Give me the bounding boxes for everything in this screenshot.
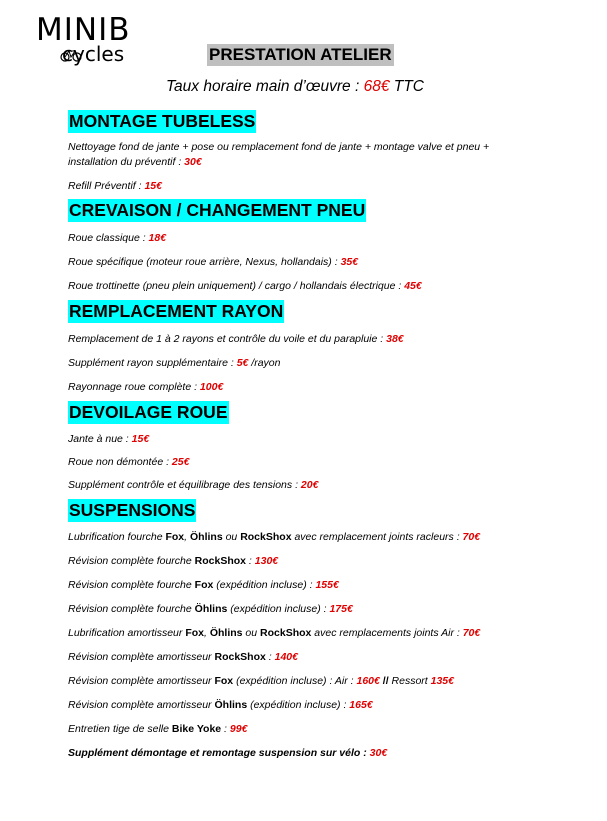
service-label: Lubrification amortisseur bbox=[68, 627, 186, 639]
service-price: 99€ bbox=[229, 723, 248, 735]
brand-name: Öhlins bbox=[194, 603, 228, 615]
service-label: (expédition incluse) : bbox=[247, 699, 350, 711]
separator: , bbox=[203, 627, 210, 639]
service-label: Révision complète fourche bbox=[68, 579, 195, 591]
service-price: 5€ bbox=[236, 357, 249, 369]
section-title-suspensions: SUSPENSIONS bbox=[69, 500, 196, 520]
price-line bbox=[68, 626, 538, 641]
service-price: 175€ bbox=[329, 603, 353, 615]
hourly-rate-value: 68€ bbox=[363, 78, 390, 95]
price-line bbox=[68, 380, 538, 395]
price-line bbox=[68, 650, 538, 665]
service-label: Supplément contrôle et équilibrage des tensions : bbox=[68, 479, 301, 491]
service-label: (expédition incluse) : bbox=[227, 603, 330, 615]
service-label: Révision complète fourche bbox=[68, 603, 195, 615]
price-line bbox=[68, 356, 538, 371]
price-line bbox=[68, 602, 538, 617]
separator: : bbox=[265, 651, 275, 663]
section-title-crevaison: CREVAISON / CHANGEMENT PNEU bbox=[69, 200, 366, 220]
service-label: avec remplacements joints Air : bbox=[311, 627, 463, 639]
price-line bbox=[68, 255, 538, 270]
service-label: Lubrification fourche bbox=[68, 531, 166, 543]
service-label: Rayonnage roue complète : bbox=[68, 381, 200, 393]
service-label: Roue trottinette (pneu plein uniquement) / cargo / hollandais électrique : bbox=[68, 280, 405, 292]
brand-name: RockShox bbox=[194, 555, 247, 567]
logo-wordmark: MINIB bbox=[36, 12, 131, 48]
service-price: 30€ bbox=[369, 747, 388, 759]
separator: ou bbox=[242, 627, 261, 639]
brand-name: Öhlins bbox=[190, 531, 223, 543]
hourly-rate-label: Taux horaire main d’œuvre : bbox=[166, 78, 364, 95]
service-label: Remplacement de 1 à 2 rayons et contrôle du voile et du parapluie : bbox=[68, 333, 387, 345]
service-unit: /rayon bbox=[248, 357, 281, 369]
brand-name: Fox bbox=[194, 579, 214, 591]
service-label: Révision complète amortisseur bbox=[68, 675, 215, 687]
service-label: Supplément démontage et remontage suspension sur vélo : bbox=[68, 747, 370, 759]
brand-name: Bike Yoke bbox=[171, 723, 222, 735]
price-line bbox=[68, 231, 538, 246]
brand-name: Fox bbox=[185, 627, 204, 639]
service-label: avec remplacement joints racleurs : bbox=[291, 531, 463, 543]
service-label: (expédition incluse) : Air : bbox=[233, 675, 357, 687]
separator: : bbox=[221, 723, 230, 735]
service-label: Révision complète amortisseur bbox=[68, 699, 215, 711]
separator: , bbox=[184, 531, 190, 543]
separator: // bbox=[379, 675, 392, 687]
price-line bbox=[68, 578, 538, 593]
service-label: Refill Préventif : bbox=[68, 180, 145, 192]
price-line bbox=[68, 478, 538, 493]
service-price: 15€ bbox=[131, 433, 150, 445]
price-line bbox=[68, 674, 538, 689]
service-label: (expédition incluse) : bbox=[213, 579, 316, 591]
brand-name: Fox bbox=[214, 675, 234, 687]
price-line bbox=[68, 698, 538, 713]
price-line bbox=[68, 530, 538, 545]
service-price: 135€ bbox=[430, 675, 454, 687]
price-line bbox=[68, 432, 538, 447]
service-price: 20€ bbox=[300, 479, 319, 491]
price-line bbox=[68, 554, 538, 569]
service-label: Entretien tige de selle bbox=[68, 723, 172, 735]
price-line bbox=[68, 722, 538, 737]
brand-name: RockShox bbox=[260, 627, 312, 639]
service-price: 35€ bbox=[340, 256, 359, 268]
service-price: 45€ bbox=[404, 280, 422, 292]
service-price: 100€ bbox=[199, 381, 224, 393]
page-title: PRESTATION ATELIER bbox=[209, 45, 392, 64]
price-line bbox=[68, 455, 538, 470]
hourly-rate-suffix: TTC bbox=[389, 78, 424, 95]
service-label: Jante à nue : bbox=[68, 433, 132, 445]
service-label: Ressort bbox=[391, 675, 431, 687]
service-label: Roue spécifique (moteur roue arrière, Nexus, hollandais) : bbox=[68, 256, 341, 268]
price-line bbox=[68, 140, 538, 170]
service-price: 160€ bbox=[356, 675, 380, 687]
price-line bbox=[68, 179, 538, 194]
price-line bbox=[68, 746, 538, 761]
service-price: 165€ bbox=[349, 699, 373, 711]
service-price: 70€ bbox=[462, 531, 481, 543]
service-price: 130€ bbox=[254, 555, 279, 567]
service-price: 70€ bbox=[462, 627, 481, 639]
section-title-devoilage: DEVOILAGE ROUE bbox=[69, 402, 228, 422]
brand-name: Öhlins bbox=[214, 699, 248, 711]
service-price: 38€ bbox=[386, 333, 404, 345]
service-price: 18€ bbox=[148, 232, 167, 244]
section-title-rayon: REMPLACEMENT RAYON bbox=[69, 301, 284, 321]
separator: : bbox=[246, 555, 255, 567]
separator: ou bbox=[222, 531, 241, 543]
price-list bbox=[68, 107, 538, 761]
price-line bbox=[68, 332, 538, 347]
brand-name: Fox bbox=[165, 531, 185, 543]
brand-logo bbox=[34, 12, 134, 64]
brand-name: RockShox bbox=[240, 531, 292, 543]
service-label: Supplément rayon supplémentaire : bbox=[68, 357, 237, 369]
price-line bbox=[68, 279, 538, 294]
service-label: Roue classique : bbox=[68, 232, 149, 244]
logo-subtitle: cycles bbox=[62, 42, 125, 66]
service-price: 15€ bbox=[144, 180, 162, 192]
service-label: Roue non démontée : bbox=[68, 456, 172, 468]
service-price: 155€ bbox=[315, 579, 339, 591]
service-price: 140€ bbox=[274, 651, 298, 663]
brand-name: RockShox bbox=[214, 651, 266, 663]
section-title-tubeless: MONTAGE TUBELESS bbox=[69, 111, 256, 131]
service-label: Révision complète fourche bbox=[68, 555, 195, 567]
hourly-rate bbox=[166, 77, 424, 97]
service-label: Nettoyage fond de jante + pose ou remplacement fond de jante + montage valve et pneu + installation du préventif : bbox=[68, 141, 490, 168]
service-label: Révision complète amortisseur bbox=[68, 651, 215, 663]
service-price: 25€ bbox=[171, 456, 190, 468]
brand-name: Öhlins bbox=[209, 627, 243, 639]
service-price: 30€ bbox=[184, 156, 202, 168]
